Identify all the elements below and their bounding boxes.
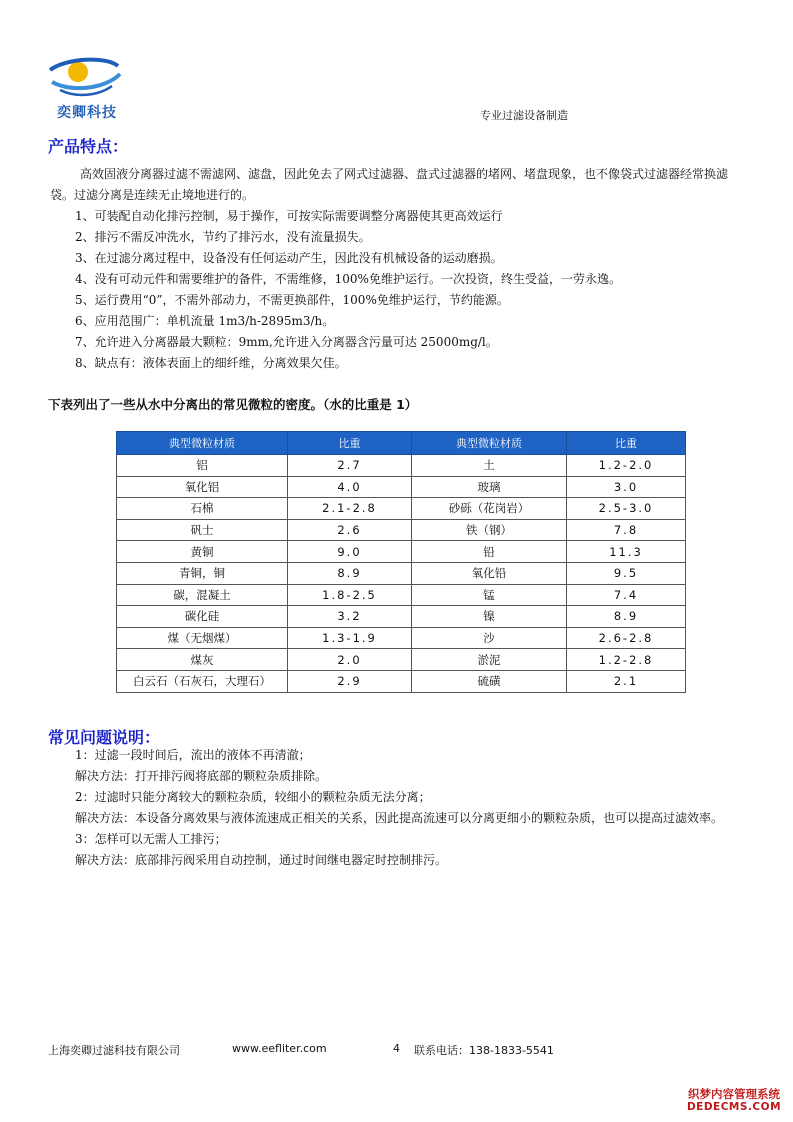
feature-item: 5、运行费用“0”，不需外部动力，不需更换部件，100%免维护运行，节约能源。: [75, 293, 509, 307]
watermark-line2: DEDECMS.COM: [686, 1101, 782, 1113]
logo-text: 奕卿科技: [57, 105, 117, 121]
features-list: [50, 206, 750, 374]
material-cell: 土: [412, 455, 567, 477]
density-cell: 2.6-2.8: [567, 627, 686, 649]
faq-question: 2：过滤时只能分离较大的颗粒杂质，较细小的颗粒杂质无法分离；: [75, 790, 431, 804]
density-cell: 2.9: [288, 670, 412, 692]
material-cell: 硫磺: [412, 670, 567, 692]
density-cell: 1.3-1.9: [288, 627, 412, 649]
material-cell: 铅: [412, 541, 567, 563]
table-row: [117, 498, 686, 520]
faq-question: 3：怎样可以无需人工排污；: [75, 832, 227, 846]
faq-answer: 解决方法：底部排污阀采用自动控制，通过时间继电器定时控制排污。: [75, 853, 448, 867]
density-cell: 9.5: [567, 562, 686, 584]
material-cell: 淤泥: [412, 649, 567, 671]
density-cell: 2.5-3.0: [567, 498, 686, 520]
density-cell: 7.8: [567, 519, 686, 541]
density-cell: 2.0: [288, 649, 412, 671]
density-cell: 1.2-2.0: [567, 455, 686, 477]
col-header-material: 典型微粒材质: [412, 432, 567, 455]
features-intro: [50, 164, 750, 206]
material-cell: 青铜，铜: [117, 562, 288, 584]
table-row: [117, 627, 686, 649]
table-row: [117, 476, 686, 498]
density-cell: 8.9: [288, 562, 412, 584]
faq-question: 1：过滤一段时间后，流出的液体不再清澈；: [75, 748, 311, 762]
footer-phone: 联系电话：138-1833-5541: [414, 1044, 554, 1057]
watermark-logo: [683, 1088, 785, 1116]
footer-website[interactable]: www.eefliter.com: [232, 1042, 327, 1055]
col-header-density: 比重: [288, 432, 412, 455]
density-cell: 2.1-2.8: [288, 498, 412, 520]
material-cell: 铁（钢）: [412, 519, 567, 541]
faq-title: 常见问题说明：: [48, 728, 161, 747]
material-cell: 煤灰: [117, 649, 288, 671]
footer-page-number: 4: [393, 1042, 400, 1055]
density-cell: 2.1: [567, 670, 686, 692]
material-cell: 碳，混凝土: [117, 584, 288, 606]
material-cell: 镍: [412, 606, 567, 628]
material-cell: 石棉: [117, 498, 288, 520]
features-title: 产品特点：: [48, 137, 129, 156]
company-logo: [46, 52, 124, 124]
material-cell: 沙: [412, 627, 567, 649]
feature-item: 6、应用范围广：单机流量 1m3/h-2895m3/h。: [75, 314, 335, 328]
table-row: [117, 455, 686, 477]
table-row: [117, 606, 686, 628]
density-cell: 1.2-2.8: [567, 649, 686, 671]
density-cell: 4.0: [288, 476, 412, 498]
feature-item: 4、没有可动元件和需要维护的备件，不需维修，100%免维护运行。一次投资，终生受益，一劳永逸。: [75, 272, 621, 286]
density-table: [116, 431, 686, 693]
table-title: 下表列出了一些从水中分离出的常见微粒的密度。（水的比重是 1）: [48, 397, 418, 412]
density-cell: 3.2: [288, 606, 412, 628]
material-cell: 锰: [412, 584, 567, 606]
density-cell: 2.6: [288, 519, 412, 541]
col-header-density: 比重: [567, 432, 686, 455]
table-row: [117, 584, 686, 606]
density-cell: 2.7: [288, 455, 412, 477]
intro-text: 高效固液分离器过滤不需滤网、滤盘，因此免去了网式过滤器、盘式过滤器的堵网、堵盘现象，也不像袋式过滤器经常换滤袋。过滤分离是连续无止境地进行的。: [50, 167, 729, 202]
material-cell: 黄铜: [117, 541, 288, 563]
table-row: [117, 649, 686, 671]
density-cell: 8.9: [567, 606, 686, 628]
col-header-material: 典型微粒材质: [117, 432, 288, 455]
density-cell: 7.4: [567, 584, 686, 606]
faq-section: [50, 745, 750, 871]
footer-company: 上海奕卿过滤科技有限公司: [48, 1044, 180, 1057]
density-cell: 3.0: [567, 476, 686, 498]
material-cell: 矾士: [117, 519, 288, 541]
table-row: [117, 670, 686, 692]
table-row: [117, 562, 686, 584]
feature-item: 2、排污不需反冲洗水，节约了排污水，没有流量损失。: [75, 230, 371, 244]
material-cell: 砂砾（花岗岩）: [412, 498, 567, 520]
material-cell: 碳化硅: [117, 606, 288, 628]
faq-answer: 解决方法：打开排污阀将底部的颗粒杂质排除。: [75, 769, 328, 783]
faq-answer: 解决方法：本设备分离效果与液体流速成正相关的关系，因此提高流速可以分离更细小的颗粒杂质，也可以提高过滤效率。: [75, 811, 724, 825]
material-cell: 白云石（石灰石，大理石）: [117, 670, 288, 692]
table-header-row: [117, 432, 686, 455]
tagline: 专业过滤设备制造: [480, 109, 568, 122]
density-cell: 9.0: [288, 541, 412, 563]
feature-item: 1、可装配自动化排污控制，易于操作，可按实际需要调整分离器使其更高效运行: [75, 209, 503, 223]
watermark-line1: 织梦内容管理系统: [688, 1087, 780, 1101]
density-cell: 11.3: [567, 541, 686, 563]
feature-item: 3、在过滤分离过程中，设备没有任何运动产生，因此没有机械设备的运动磨损。: [75, 251, 503, 265]
feature-item: 8、缺点有：液体表面上的细纤维，分离效果欠佳。: [75, 356, 347, 370]
material-cell: 煤（无烟煤）: [117, 627, 288, 649]
logo-orbit-icon: [46, 52, 124, 104]
table-row: [117, 541, 686, 563]
material-cell: 铝: [117, 455, 288, 477]
feature-item: 7、允许进入分离器最大颗粒：9mm,允许进入分离器含污量可达 25000mg/l。: [75, 335, 498, 349]
material-cell: 氧化铅: [412, 562, 567, 584]
material-cell: 氧化铝: [117, 476, 288, 498]
density-cell: 1.8-2.5: [288, 584, 412, 606]
material-cell: 玻璃: [412, 476, 567, 498]
table-row: [117, 519, 686, 541]
